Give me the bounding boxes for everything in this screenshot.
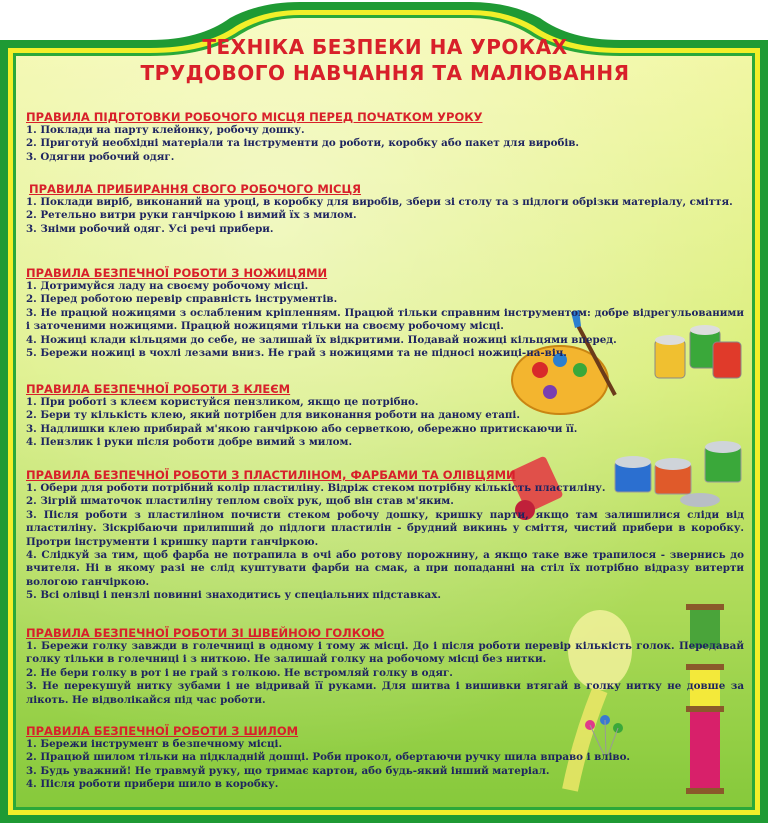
- rule-item: 2. Бери ту кількість клею, який потрібен для виконання роботи на даному етапі.: [26, 409, 520, 422]
- rule-item: 3. Будь уважний! Не травмуй руку, що тримає картон, або будь-який інший матеріал.: [26, 764, 550, 777]
- rule-item: 3. Не працюй ножицями з ослабленим кріпленням. Працюй тільки справним інструментом: добре відрегульованими і заточеними ножицями. Працюй ножицями тільки на своєму робочому місці.: [26, 306, 744, 333]
- title-line-1: ТЕХНІКА БЕЗПЕКИ НА УРОКАХ: [202, 35, 568, 59]
- rule-item: 2. Перед роботою перевір справність інструментів.: [26, 293, 338, 306]
- rule-item: 5. Всі олівці і пензлі повинні знаходитись у спеціальних підставках.: [26, 589, 441, 602]
- rule-item: 1. Поклади виріб, виконаний на уроці, в коробку для виробів, збери зі столу та з підлоги обрізки матеріалу, сміття.: [26, 196, 733, 208]
- rule-item: 3. Одягни робочий одяг.: [26, 150, 175, 163]
- rule-item: 1. При роботі з клеєм користуйся пензликом, якщо це потрібно.: [26, 396, 419, 408]
- section-plasticine-paints-pencils: [26, 468, 744, 603]
- section-heading: ПРАВИЛА БЕЗПЕЧНОЇ РОБОТИ З ШИЛОМ: [26, 724, 299, 738]
- rule-item: 4. Ножиці клади кільцями до себе, не залишай їх відкритими. Подавай ножиці кільцями вперед.: [26, 333, 617, 346]
- page-title: [26, 34, 744, 86]
- section-workplace-preparation: [26, 110, 744, 164]
- title-line-2: ТРУДОВОГО НАВЧАННЯ ТА МАЛЮВАННЯ: [140, 61, 630, 85]
- rule-item: 5. Бережи ножиці в чохлі лезами вниз. Не грай з ножицями та не підносі ножиці-на-віч.: [26, 347, 567, 360]
- section-scissors: [26, 266, 744, 360]
- rule-item: 1. Поклади на парту клейонку, робочу дошку.: [26, 124, 305, 136]
- rule-item: 1. Бережи інструмент в безпечному місці.: [26, 738, 283, 750]
- rule-item: 2. Приготуй необхідні матеріали та інструменти до роботи, коробку або пакет для виробів.: [26, 137, 580, 150]
- rule-item: 4. Після роботи прибери шило в коробку.: [26, 778, 279, 791]
- section-awl: [26, 724, 744, 792]
- rule-item: 3. Не перекушуй нитку зубами і не відривай її руками. Для шитва і вишивки втягай в голку нитку не довше за лікоть. Не відволікайся під час роботи.: [26, 680, 744, 706]
- section-heading: ПРАВИЛА ПРИБИРАННЯ СВОГО РОБОЧОГО МІСЦЯ: [29, 182, 362, 196]
- rule-item: 3. Після роботи з пластиліном почисти стеком робочу дошку, кришку парти, якщо там залишилися сліди від пластиліну. Зіскрібаючи прилипший до підлоги пластилін - брудний викинь у сміття, чистий прибери в коробку. Протри інструменти і кришку парти ганчіркою.: [26, 508, 744, 548]
- rule-item: 2. Працюй шилом тільки на підкладній дошці. Роби прокол, обертаючи ручку шила вправо і вліво.: [26, 751, 631, 764]
- section-heading: ПРАВИЛА БЕЗПЕЧНОЇ РОБОТИ З КЛЕЄМ: [26, 382, 291, 396]
- section-heading: ПРАВИЛА БЕЗПЕЧНОЇ РОБОТИ З НОЖИЦЯМИ: [26, 266, 328, 280]
- poster-content: [26, 34, 744, 804]
- section-glue: [26, 382, 744, 450]
- rule-item: 2. Ретельно витри руки ганчіркою і вимий їх з милом.: [26, 209, 357, 222]
- rule-item: 4. Пензлик і руки після роботи добре вимий з милом.: [26, 436, 353, 449]
- section-heading: ПРАВИЛА БЕЗПЕЧНОЇ РОБОТИ З ПЛАСТИЛІНОМ, ФАРБАМИ ТА ОЛІВЦЯМИ: [26, 468, 516, 482]
- rule-item: 1. Дотримуйся ладу на своєму робочому місці.: [26, 280, 309, 292]
- rule-item: 3. Зніми робочий одяг. Усі речі прибери.: [26, 222, 274, 235]
- rule-item: 2. Не бери голку в рот і не грай з голкою. Не встромляй голку в одяг.: [26, 666, 453, 679]
- rule-item: 3. Надлишки клею прибирай м'якою ганчіркою або серветкою, обережно притискаючи її.: [26, 422, 578, 435]
- section-sewing-needle: [26, 626, 744, 707]
- rule-item: 1. Бережи голку завжди в голечниці в одному і тому ж місці. До і після роботи перевір кількість голок. Передавай голку тільки в голечниці і з ниткою. Не залишай голку на робочому місці без нитки.: [26, 640, 744, 666]
- rule-item: 2. Зігрій шматочок пластиліну теплом своїх рук, щоб він став м'яким.: [26, 495, 454, 508]
- section-heading: ПРАВИЛА ПІДГОТОВКИ РОБОЧОГО МІСЦЯ ПЕРЕД ПОЧАТКОМ УРОКУ: [26, 110, 483, 124]
- rule-item: 1. Обери для роботи потрібний колір пластиліну. Відріж стеком потрібну кількість пластиліну.: [26, 482, 606, 494]
- rule-item: 4. Слідкуй за тим, щоб фарба не потрапила в очі або ротову порожнину, а якщо таке вже трапилося - звернись до вчителя. Ні в якому разі не слід куштувати фарби на смак, а при попаданні на стіл їх потрібно відразу витерти вологою ганчіркою.: [26, 549, 744, 588]
- section-workplace-cleanup: [26, 182, 744, 236]
- section-heading: ПРАВИЛА БЕЗПЕЧНОЇ РОБОТИ ЗІ ШВЕЙНОЮ ГОЛКОЮ: [26, 626, 385, 640]
